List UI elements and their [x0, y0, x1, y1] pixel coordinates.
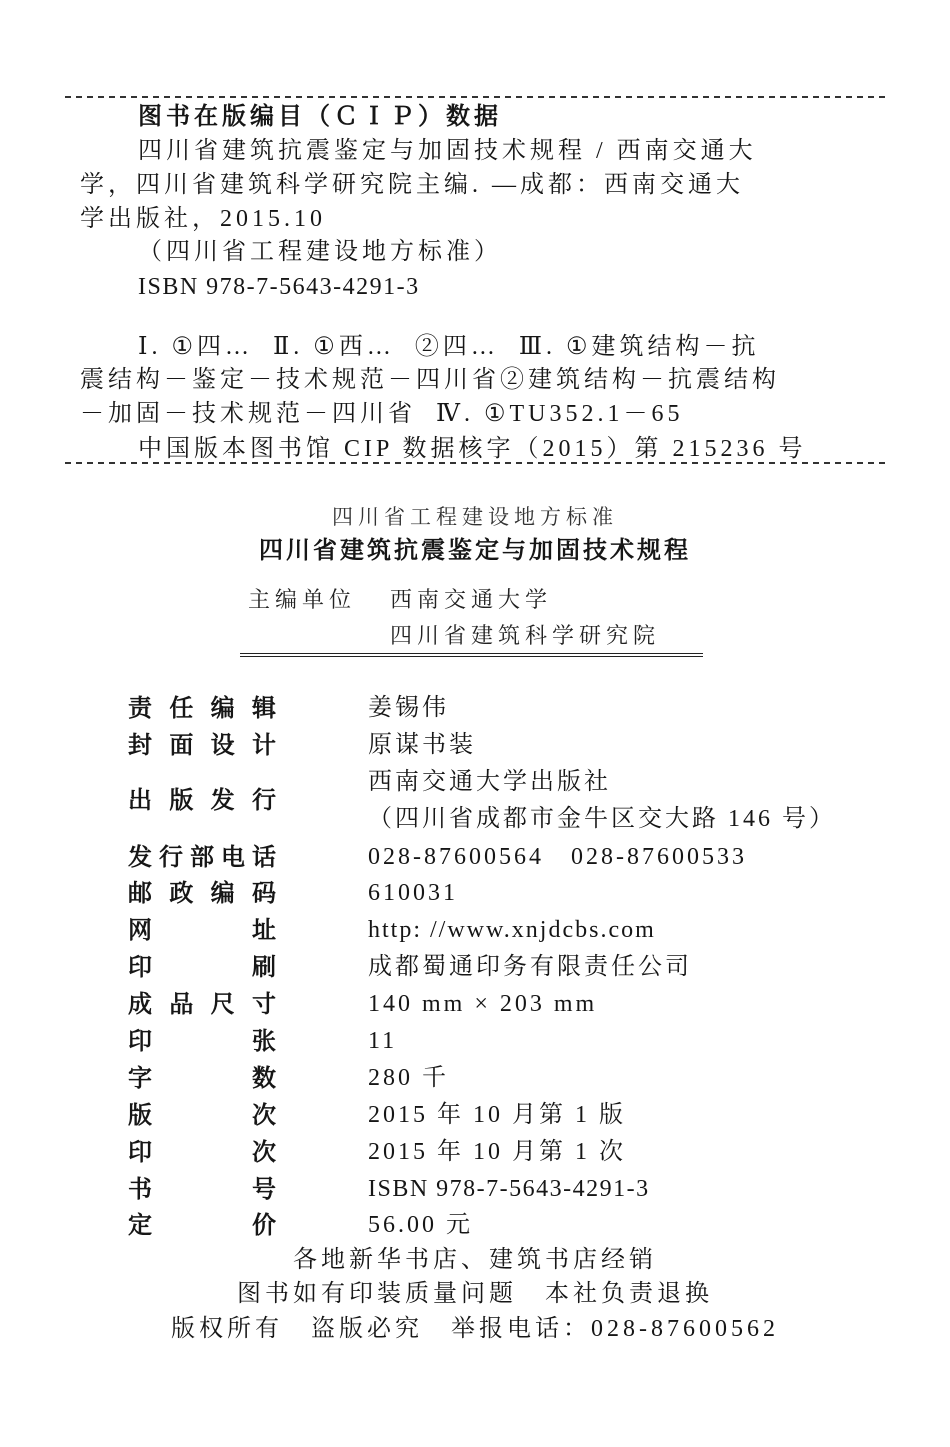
info-label: 封面设计	[128, 731, 276, 759]
info-value: 西南交通大学出版社	[368, 769, 611, 795]
cip-isbn: ISBN 978-7-5643-4291-3	[138, 274, 420, 300]
info-value-isbn: ISBN 978-7-5643-4291-3	[368, 1176, 650, 1202]
info-label: 书号	[128, 1175, 276, 1203]
info-label: 责任编辑	[128, 694, 276, 722]
cip-line: Ⅰ. ①四… Ⅱ. ①西… ②四… Ⅲ. ①建筑结构－抗	[138, 334, 760, 360]
info-value: 2015 年 10 月第 1 次	[368, 1139, 626, 1165]
cip-line: 四川省建筑抗震鉴定与加固技术规程 / 西南交通大	[138, 138, 757, 164]
info-value: 成都蜀通印务有限责任公司	[368, 954, 692, 980]
footer-line: 图书如有印装质量问题 本社负责退换	[237, 1281, 713, 1307]
footer-line: 版权所有 盗版必究 举报电话：028-87600562	[171, 1316, 779, 1342]
cip-line: 学，四川省建筑科学研究院主编. —成都：西南交通大	[80, 172, 744, 198]
info-label: 印次	[128, 1138, 276, 1166]
info-value: 姜锡伟	[368, 695, 449, 721]
cip-line: 震结构－鉴定－技术规范－四川省②建筑结构－抗震结构	[80, 367, 780, 393]
info-label: 字数	[128, 1064, 276, 1092]
info-label: 印张	[128, 1027, 276, 1055]
info-value: 2015 年 10 月第 1 版	[368, 1102, 626, 1128]
info-label: 发行部电话	[128, 843, 276, 871]
info-value: 280 千	[368, 1065, 449, 1091]
series-name: 四川省工程建设地方标准	[332, 505, 618, 529]
cip-line: （四川省工程建设地方标准）	[138, 239, 502, 265]
double-rule	[240, 653, 703, 657]
chief-editor-unit: 四川省建筑科学研究院	[390, 623, 661, 648]
chief-editor-unit: 西南交通大学	[390, 587, 553, 612]
info-value-address: （四川省成都市金牛区交大路 146 号）	[368, 806, 836, 832]
cip-line: －加固－技术规范－四川省 Ⅳ. ①TU352.1－65	[80, 401, 684, 427]
info-label: 定价	[128, 1211, 276, 1239]
info-value-website: http: //www.xnjdcbs.com	[368, 917, 656, 943]
info-value: 140 mm × 203 mm	[368, 991, 598, 1017]
chief-editor-label: 主编单位	[248, 587, 357, 612]
info-label: 版次	[128, 1101, 276, 1129]
cip-line: 中国版本图书馆 CIP 数据核字（2015）第 215236 号	[138, 436, 807, 462]
dashed-divider-bottom	[65, 462, 885, 464]
info-label: 网址	[128, 916, 276, 944]
info-label: 印刷	[128, 953, 276, 981]
cip-line: 学出版社，2015.10	[80, 206, 326, 232]
info-value: 610031	[368, 880, 458, 906]
footer-line: 各地新华书店、建筑书店经销	[293, 1247, 657, 1273]
info-value: 028-87600564 028-87600533	[368, 844, 747, 870]
info-label: 出版发行	[128, 786, 276, 814]
book-title: 四川省建筑抗震鉴定与加固技术规程	[259, 536, 691, 564]
info-value: 11	[368, 1028, 398, 1054]
cip-heading: 图书在版编目（ＣＩＰ）数据	[138, 104, 502, 130]
dashed-divider-top	[65, 96, 885, 98]
info-value-price: 56.00 元	[368, 1212, 473, 1238]
info-value: 原谋书装	[368, 732, 476, 758]
info-label: 成品尺寸	[128, 990, 276, 1018]
info-label: 邮政编码	[128, 879, 276, 907]
